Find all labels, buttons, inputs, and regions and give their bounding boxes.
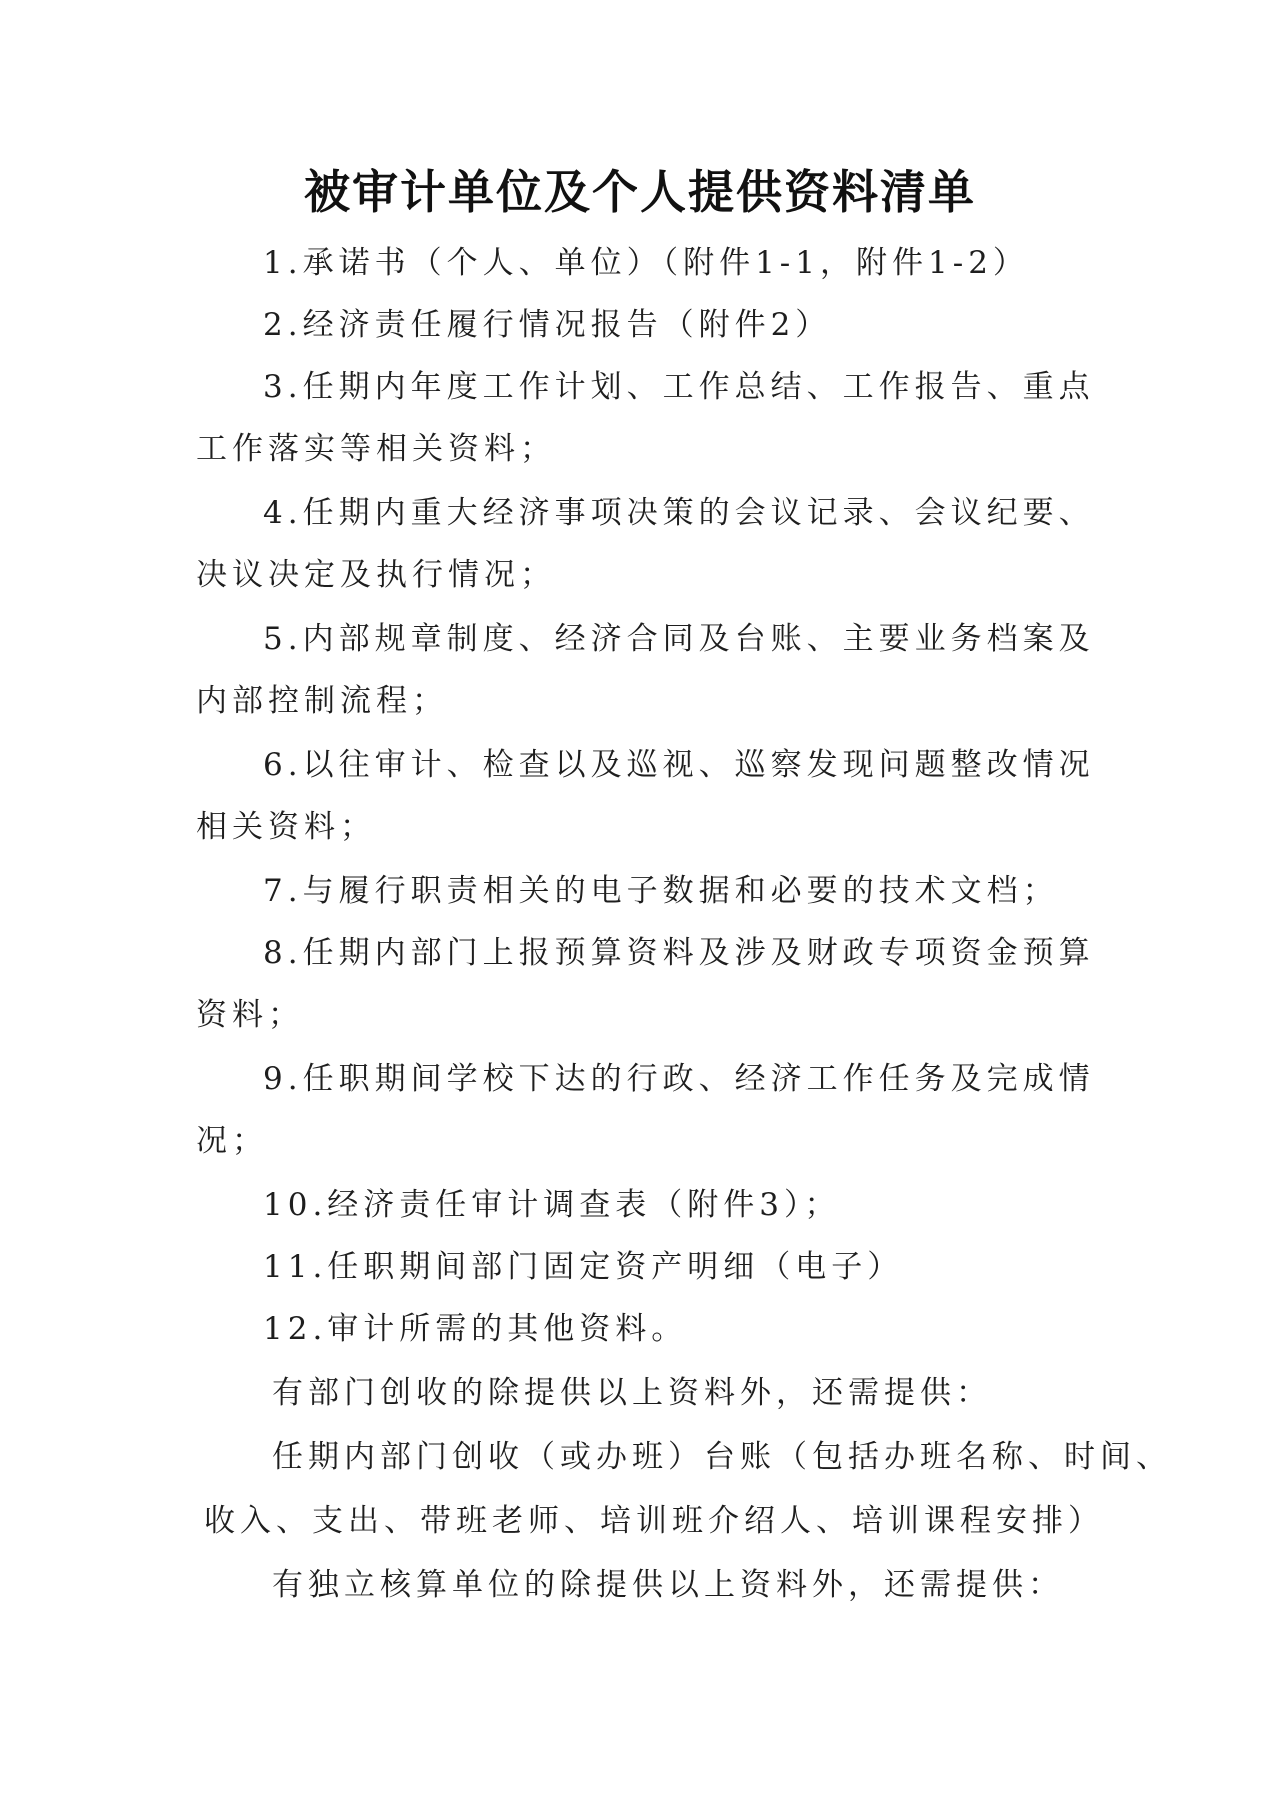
list-item-12: 12.审计所需的其他资料。 xyxy=(263,1311,688,1347)
list-item-3-cont: 工作落实等相关资料； xyxy=(196,431,556,467)
list-item-4: 4.任期内重大经济事项决策的会议记录、会议纪要、 xyxy=(263,495,1095,531)
list-item-10: 10.经济责任审计调查表（附件3）； xyxy=(263,1187,841,1223)
list-item-3: 3.任期内年度工作计划、工作总结、工作报告、重点 xyxy=(263,369,1095,405)
paragraph-revenue-intro: 有部门创收的除提供以上资料外，还需提供： xyxy=(272,1375,992,1411)
paragraph-revenue-detail-cont: 收入、支出、带班老师、培训班介绍人、培训课程安排） xyxy=(204,1503,1104,1539)
list-item-5-cont: 内部控制流程； xyxy=(196,683,448,719)
list-item-7: 7.与履行职责相关的电子数据和必要的技术文档； xyxy=(263,873,1059,909)
list-item-4-cont: 决议决定及执行情况； xyxy=(196,557,556,593)
list-item-1: 1.承诺书（个人、单位）（附件1-1，附件1-2） xyxy=(263,245,1029,281)
list-item-9: 9.任职期间学校下达的行政、经济工作任务及完成情 xyxy=(263,1061,1095,1097)
list-item-6: 6.以往审计、检查以及巡视、巡察发现问题整改情况 xyxy=(263,747,1095,783)
paragraph-revenue-detail: 任期内部门创收（或办班）台账（包括办班名称、时间、 xyxy=(272,1439,1172,1475)
list-item-8: 8.任期内部门上报预算资料及涉及财政专项资金预算 xyxy=(263,935,1095,971)
list-item-9-cont: 况； xyxy=(196,1123,268,1159)
list-item-8-cont: 资料； xyxy=(196,997,304,1033)
list-item-2: 2.经济责任履行情况报告（附件2） xyxy=(263,307,832,343)
document-title: 被审计单位及个人提供资料清单 xyxy=(304,165,976,219)
list-item-6-cont: 相关资料； xyxy=(196,809,376,845)
list-item-11: 11.任职期间部门固定资产明细（电子） xyxy=(263,1249,904,1285)
paragraph-independent-accounting: 有独立核算单位的除提供以上资料外，还需提供： xyxy=(272,1567,1064,1603)
list-item-5: 5.内部规章制度、经济合同及台账、主要业务档案及 xyxy=(263,621,1095,657)
